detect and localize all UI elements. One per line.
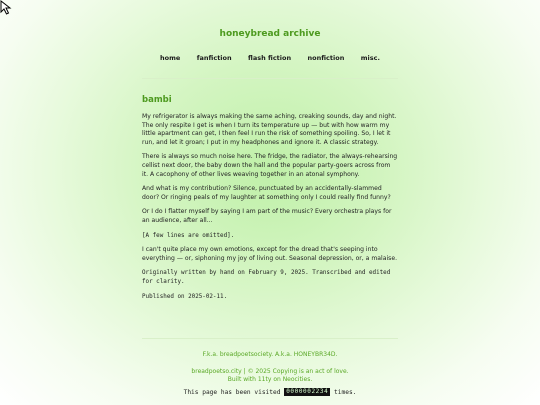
nav-flash-fiction[interactable]: flash fiction bbox=[248, 54, 292, 62]
visit-counter-line bbox=[0, 388, 540, 396]
post-title: bambi bbox=[142, 95, 172, 105]
footer-divider bbox=[142, 338, 398, 339]
visit-counter: 0000002234 bbox=[286, 388, 329, 395]
footer-built-with-link[interactable]: Built with 11ty on Neocities. bbox=[227, 376, 313, 384]
transcription-note: Originally written by hand on February 9, 2025. Transcribed and edited for clarity. bbox=[142, 270, 391, 285]
footer-copyright-link[interactable]: breadpoetso.city | © 2025 Copying is an act of love. bbox=[191, 367, 349, 375]
post-paragraph: My refrigerator is always making the same aching, creaking sounds, day and night. The only respite I get is when I turn its temperature up — but with how warm my little apartment can get, I then feel I run the risk of something spoiling. So, I let it run, and let it groan; I put in my headphones and ignore it. A classic strategy. bbox=[142, 113, 397, 146]
site-footer bbox=[0, 351, 540, 385]
post-content bbox=[142, 95, 398, 307]
nav-nonfiction[interactable]: nonfiction bbox=[307, 54, 345, 62]
nav-fanfiction[interactable]: fanfiction bbox=[196, 54, 232, 62]
main-nav bbox=[142, 54, 398, 62]
nav-misc[interactable]: misc. bbox=[360, 54, 380, 62]
footer-aka: F.k.a. breadpoetsociety. A.k.a. HONEYBR34D. bbox=[202, 351, 338, 358]
visits-suffix: times. bbox=[334, 389, 357, 396]
post-paragraph: There is always so much noise here. The fridge, the radiator, the always-rehearsing cellist next door, the baby down the hall and the popular party-goers across from it. A cacophony of other lives weaving together in an atonal symphony. bbox=[142, 153, 398, 178]
mouse-cursor-icon bbox=[0, 0, 16, 16]
post-paragraph: And what is my contribution? Silence, punctuated by an accidentally-slammed door? Or ringing peals of my laughter at something only I could really find funny? bbox=[142, 185, 391, 201]
header-divider bbox=[142, 78, 398, 79]
published-date: Published on 2025-02-11. bbox=[142, 293, 228, 300]
post-paragraph: I can't quite place my own emotions, except for the dread that's seeping into everything — or, siphoning my joy of living out. Seasonal depression, or, a malaise. bbox=[142, 246, 398, 262]
nav-home[interactable]: home bbox=[160, 54, 181, 62]
visits-prefix: This page has been visited bbox=[183, 389, 281, 396]
post-paragraph: Or I do I flatter myself by saying I am part of the music? Every orchestra plays for an audience, after all... bbox=[142, 208, 392, 224]
omitted-note: [A few lines are omitted]. bbox=[142, 232, 235, 239]
site-title-link[interactable]: honeybread archive bbox=[219, 29, 321, 39]
